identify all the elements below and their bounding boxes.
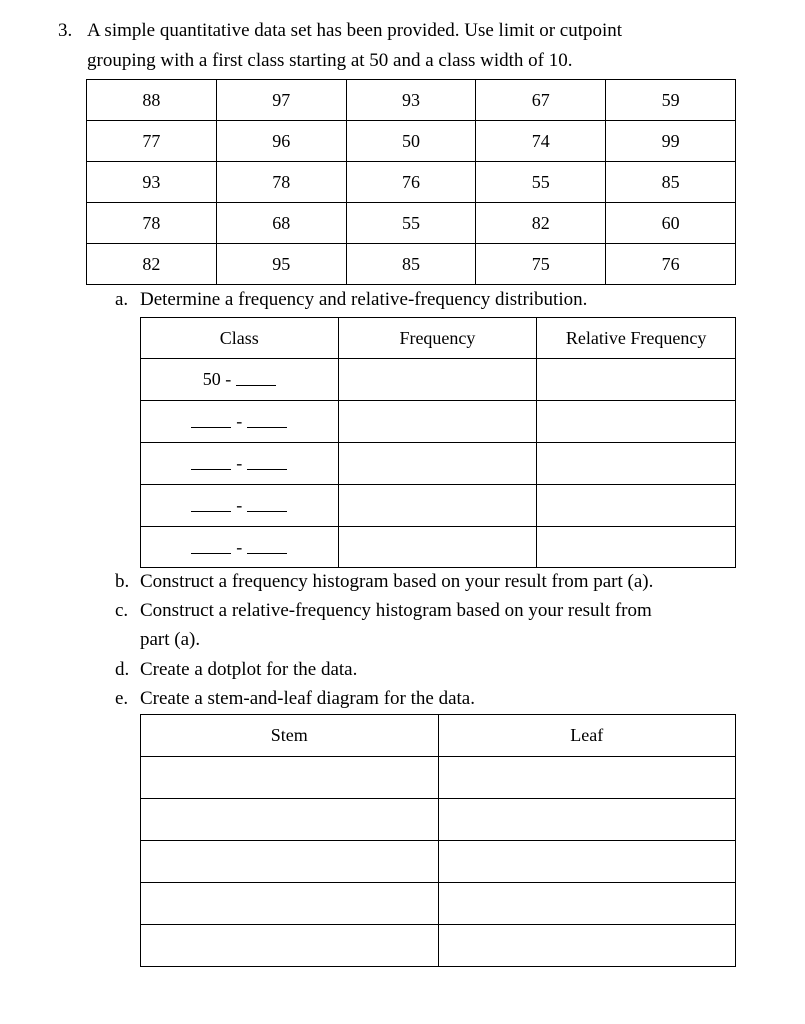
part-c-text-line2: part (a).	[140, 629, 201, 650]
stem-cell[interactable]	[141, 883, 439, 925]
table-cell: 76	[346, 162, 476, 203]
table-row	[141, 401, 736, 443]
relative-frequency-cell[interactable]	[537, 401, 736, 443]
leaf-cell[interactable]	[438, 799, 736, 841]
blank-line[interactable]	[191, 553, 231, 554]
leaf-cell[interactable]	[438, 883, 736, 925]
class-cell	[141, 359, 339, 401]
table-cell: 50	[346, 121, 476, 162]
blank-line[interactable]	[191, 511, 231, 512]
stem-leaf-table	[140, 714, 736, 967]
stem-cell[interactable]	[141, 799, 439, 841]
table-header-row	[141, 318, 736, 359]
table-cell: 76	[606, 244, 736, 285]
table-cell: 67	[476, 80, 606, 121]
table-row	[141, 799, 736, 841]
part-c-text-line1: Construct a relative-frequency histogram based on your result from	[140, 600, 652, 621]
table-cell: 60	[606, 203, 736, 244]
table-row	[87, 162, 736, 203]
blank-line[interactable]	[236, 385, 276, 386]
class-cell	[141, 443, 339, 485]
header-stem: Stem	[141, 715, 439, 757]
stem-cell[interactable]	[141, 757, 439, 799]
table-row	[87, 244, 736, 285]
blank-line[interactable]	[247, 427, 287, 428]
table-cell: 97	[216, 80, 346, 121]
question-text-line1: A simple quantitative data set has been provided. Use limit or cutpoint	[87, 20, 623, 41]
class-cell	[141, 485, 339, 527]
header-class: Class	[141, 318, 339, 359]
leaf-cell[interactable]	[438, 757, 736, 799]
table-row	[87, 121, 736, 162]
table-row	[141, 359, 736, 401]
table-header-row	[141, 715, 736, 757]
part-e-label: e.	[115, 688, 129, 709]
part-b-text: Construct a frequency histogram based on your result from part (a).	[140, 571, 654, 592]
table-row	[141, 757, 736, 799]
header-leaf: Leaf	[438, 715, 736, 757]
table-cell: 78	[216, 162, 346, 203]
relative-frequency-cell[interactable]	[537, 443, 736, 485]
first-class-start: 50 -	[202, 369, 232, 389]
frequency-cell[interactable]	[338, 443, 537, 485]
blank-line[interactable]	[247, 469, 287, 470]
frequency-table	[140, 317, 736, 568]
table-cell: 59	[606, 80, 736, 121]
blank-line[interactable]	[247, 511, 287, 512]
leaf-cell[interactable]	[438, 841, 736, 883]
table-row	[87, 203, 736, 244]
stem-cell[interactable]	[141, 841, 439, 883]
dash: -	[236, 495, 243, 515]
relative-frequency-cell[interactable]	[537, 485, 736, 527]
dash: -	[236, 536, 243, 557]
class-cell	[141, 527, 339, 568]
table-cell: 82	[476, 203, 606, 244]
table-cell: 78	[87, 203, 217, 244]
frequency-cell[interactable]	[338, 359, 537, 401]
blank-line[interactable]	[247, 553, 287, 554]
part-a-text: Determine a frequency and relative-frequency distribution.	[140, 289, 588, 310]
part-e-text: Create a stem-and-leaf diagram for the data.	[140, 688, 475, 709]
table-row	[141, 841, 736, 883]
dash: -	[236, 411, 243, 431]
stem-cell[interactable]	[141, 925, 439, 967]
table-cell: 82	[87, 244, 217, 285]
table-row	[141, 485, 736, 527]
table-cell: 95	[216, 244, 346, 285]
table-row	[141, 883, 736, 925]
table-cell: 93	[346, 80, 476, 121]
frequency-cell[interactable]	[338, 485, 537, 527]
table-cell: 96	[216, 121, 346, 162]
blank-line[interactable]	[191, 469, 231, 470]
dash: -	[236, 453, 243, 473]
table-cell: 77	[87, 121, 217, 162]
part-a-label: a.	[115, 289, 129, 310]
table-cell: 68	[216, 203, 346, 244]
table-row	[141, 527, 736, 568]
question-text-line2: grouping with a first class starting at 50 and a class width of 10.	[87, 50, 573, 71]
relative-frequency-cell[interactable]	[537, 359, 736, 401]
table-cell: 85	[606, 162, 736, 203]
data-table	[86, 79, 736, 285]
frequency-cell[interactable]	[338, 401, 537, 443]
part-d-label: d.	[115, 659, 130, 680]
class-cell	[141, 401, 339, 443]
blank-line[interactable]	[191, 427, 231, 428]
table-cell: 55	[476, 162, 606, 203]
table-cell: 85	[346, 244, 476, 285]
table-cell: 88	[87, 80, 217, 121]
table-cell: 74	[476, 121, 606, 162]
part-d-text: Create a dotplot for the data.	[140, 659, 358, 680]
frequency-cell[interactable]	[338, 527, 537, 568]
table-cell: 93	[87, 162, 217, 203]
relative-frequency-cell[interactable]	[537, 527, 736, 568]
table-row	[141, 925, 736, 967]
leaf-cell[interactable]	[438, 925, 736, 967]
table-cell: 75	[476, 244, 606, 285]
part-c-label: c.	[115, 600, 129, 621]
table-row	[141, 443, 736, 485]
header-frequency: Frequency	[338, 318, 537, 359]
table-cell: 55	[346, 203, 476, 244]
question-number: 3.	[58, 20, 73, 41]
table-cell: 99	[606, 121, 736, 162]
header-relative-frequency: Relative Frequency	[537, 318, 736, 359]
part-b-label: b.	[115, 571, 130, 592]
table-row	[87, 80, 736, 121]
